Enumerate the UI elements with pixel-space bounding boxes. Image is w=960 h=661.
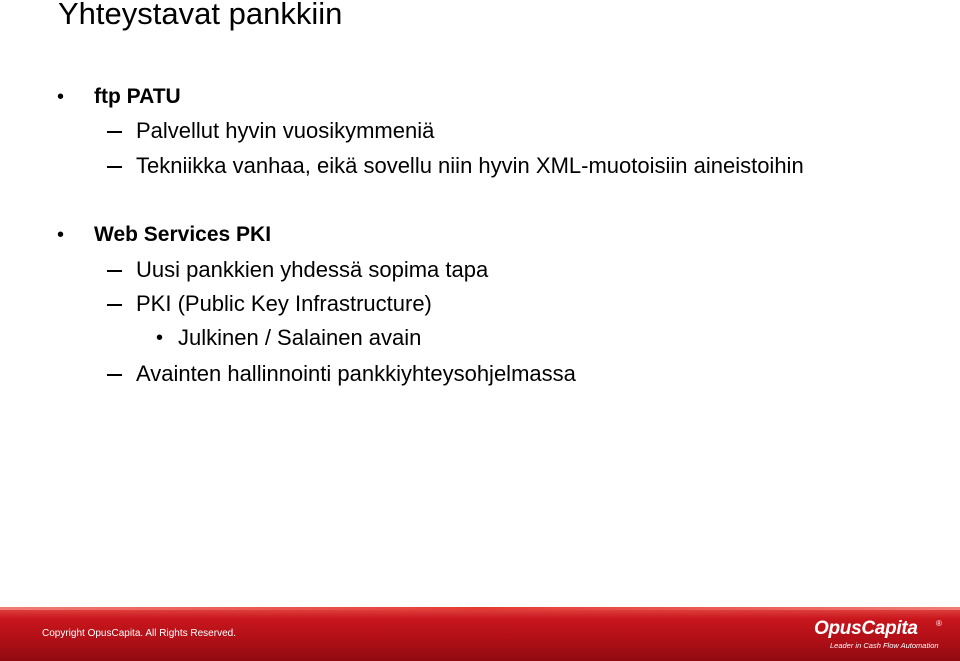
dash-icon — [107, 304, 122, 306]
sub-sub-bullet-public-private-key: Julkinen / Salainen avain — [178, 325, 422, 350]
bullet-web-services-pki: Web Services PKI — [94, 223, 272, 246]
sub-bullet-old-technology: Tekniikka vanhaa, eikä sovellu niin hyvin XML-muotoisiin aineistoihin — [136, 153, 804, 178]
bullet-icon: • — [156, 327, 164, 349]
dash-icon — [107, 131, 122, 133]
sub-bullet-new-bank-method: Uusi pankkien yhdessä sopima tapa — [136, 257, 489, 282]
dash-icon — [107, 270, 122, 272]
sub-bullet-key-management: Avainten hallinnointi pankkiyhteysohjelmassa — [136, 361, 576, 386]
copyright-text: Copyright OpusCapita. All Rights Reserved. — [42, 628, 236, 639]
bullet-icon: • — [57, 224, 65, 246]
bullet-icon: • — [57, 86, 65, 108]
bullet-ftp-patu: ftp PATU — [94, 85, 181, 108]
logo-registered-mark: ® — [936, 619, 942, 628]
logo-tagline: Leader in Cash Flow Automation — [830, 641, 939, 650]
sub-bullet-pki: PKI (Public Key Infrastructure) — [136, 291, 432, 316]
dash-icon — [107, 166, 122, 168]
opuscapita-logo — [812, 617, 952, 657]
sub-bullet-served-well: Palvellut hyvin vuosikymmeniä — [136, 118, 435, 143]
slide-title: Yhteystavat pankkiin — [58, 0, 343, 31]
footer-bar — [0, 607, 960, 661]
footer-highlight — [0, 607, 960, 610]
logo-name: OpusCapita — [814, 618, 918, 639]
dash-icon — [107, 374, 122, 376]
